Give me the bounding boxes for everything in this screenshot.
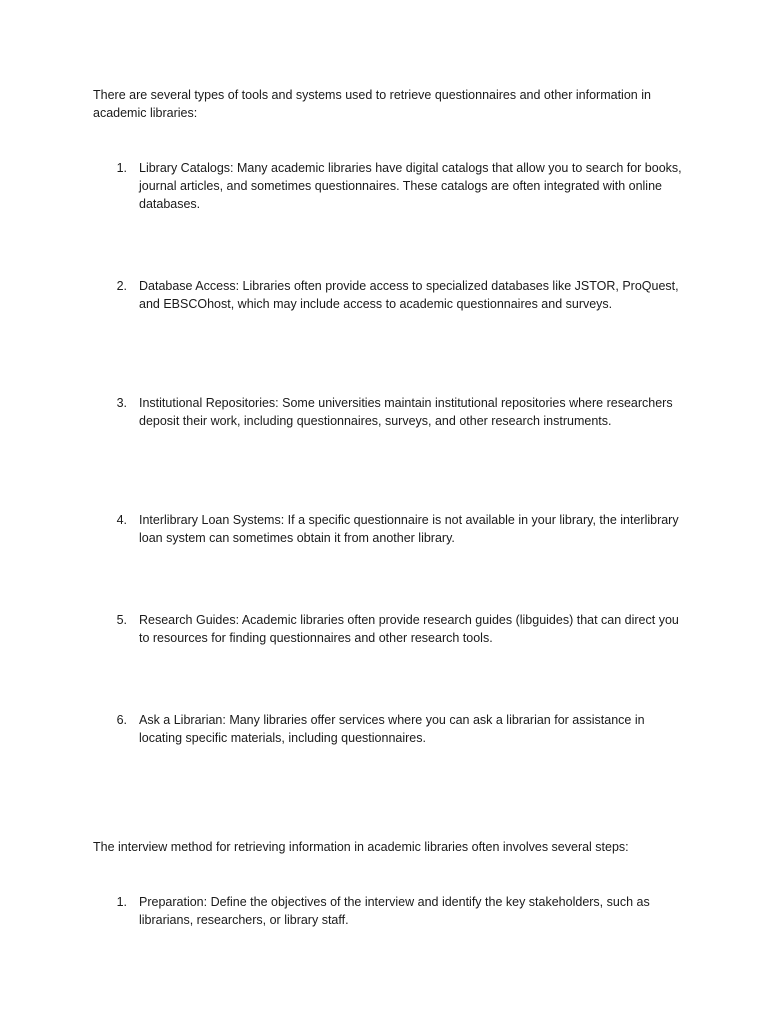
interview-intro-paragraph: The interview method for retrieving information in academic libraries often involves several steps: [93,840,629,854]
intro-paragraph: There are several types of tools and systems used to retrieve questionnaires and other information in academic libraries: [93,88,651,120]
list-text: Interlibrary Loan Systems: If a specific questionnaire is not available in your library, the interlibrary loan system can sometimes obtain it from another library. [139,513,679,545]
list-text: Database Access: Libraries often provide access to specialized databases like JSTOR, ProQuest, and EBSCOhost, which may include access to academic questionnaires and surveys. [139,279,679,311]
list-text: Ask a Librarian: Many libraries offer services where you can ask a librarian for assistance in locating specific materials, including questionnaires. [139,713,645,745]
list-number: 6. [116,713,127,727]
list-text: Research Guides: Academic libraries often provide research guides (libguides) that can direct you to resources for finding questionnaires and other research tools. [139,613,679,645]
list-number: 1. [116,161,127,175]
list-text: Preparation: Define the objectives of the interview and identify the key stakeholders, such as librarians, researchers, or library staff. [139,895,650,927]
list-number: 1. [116,895,127,909]
list-number: 2. [116,279,127,293]
list-text: Library Catalogs: Many academic libraries have digital catalogs that allow you to search for books, journal articles, and sometimes questionnaires. These catalogs are often integrated with online databases. [139,161,682,211]
list-number: 5. [116,613,127,627]
list-text: Institutional Repositories: Some universities maintain institutional repositories where researchers deposit their work, including questionnaires, surveys, and other research instruments. [139,396,673,428]
list-number: 4. [116,513,127,527]
list-number: 3. [116,396,127,410]
